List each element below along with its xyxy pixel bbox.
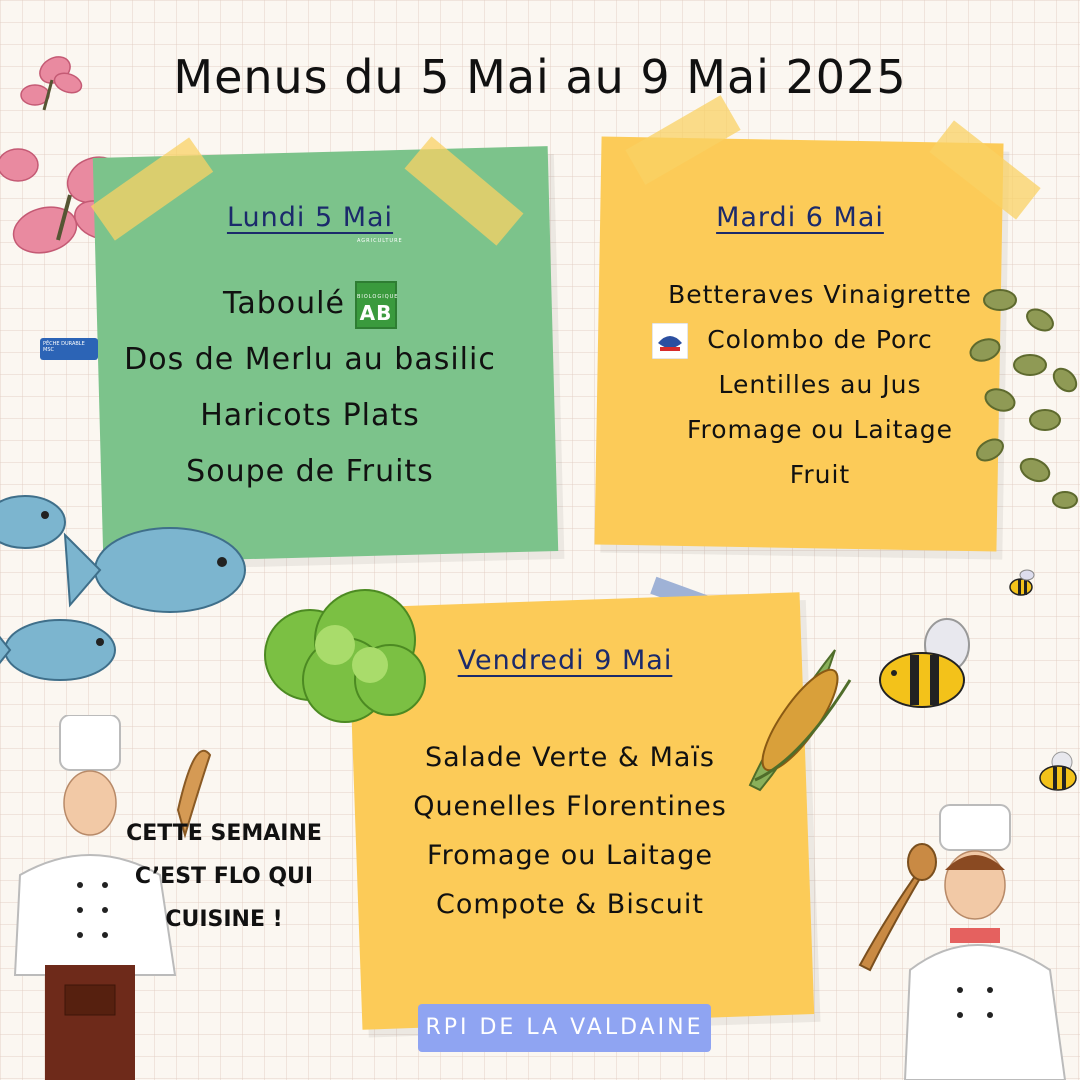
corn-icon — [740, 640, 860, 800]
msc-logo: PÊCHE DURABLE MSC — [40, 338, 98, 360]
day-heading-vendredi: Vendredi 9 Mai — [457, 645, 673, 676]
menu-item: Fruit — [789, 460, 851, 489]
menu-list-lundi — [100, 237, 520, 500]
menu-item: Colombo de Porc — [707, 325, 933, 354]
menu-item: Compote & Biscuit — [436, 889, 704, 920]
fish-icon — [0, 490, 260, 690]
menu-list-mardi — [640, 272, 1000, 497]
pumpkin-seeds-icon — [960, 280, 1080, 530]
menu-item: Haricots Plats — [200, 398, 420, 433]
menu-item: Lentilles au Jus — [718, 370, 922, 399]
menu-item: Soupe de Fruits — [186, 454, 434, 489]
chef-message — [104, 812, 344, 941]
school-badge: RPI DE LA VALDAINE — [418, 1004, 711, 1052]
bee-icon — [1038, 748, 1080, 798]
lettuce-icon — [255, 575, 435, 725]
menu-item: Betteraves Vinaigrette — [668, 280, 972, 309]
bee-icon — [1005, 565, 1045, 605]
menu-item: Fromage ou Laitage — [686, 415, 954, 444]
menu-item: Salade Verte & Maïs — [425, 742, 715, 773]
chef-message-line: CETTE SEMAINE — [126, 821, 322, 846]
ab-organic-logo: AB AGRICULTURE BIOLOGIQUE — [355, 281, 397, 329]
menu-item: Dos de Merlu au basilic — [124, 342, 496, 377]
chef-message-line: CUISINE ! — [165, 907, 283, 932]
page-title: Menus du 5 Mai au 9 Mai 2025 — [173, 50, 907, 104]
french-pork-logo — [652, 323, 688, 359]
bee-icon — [872, 615, 982, 715]
chef-icon — [850, 800, 1080, 1080]
menu-item: Taboulé AB AGRICULTURE BIOLOGIQUE — [100, 276, 520, 332]
chef-message-line: C’EST FLO QUI — [134, 864, 314, 889]
day-heading-lundi: Lundi 5 Mai — [226, 202, 394, 233]
menu-item: Fromage ou Laitage — [427, 840, 713, 871]
menu-list-vendredi — [380, 733, 760, 929]
day-heading-mardi: Mardi 6 Mai — [716, 202, 884, 233]
menu-item: Quenelles Florentines — [413, 791, 727, 822]
